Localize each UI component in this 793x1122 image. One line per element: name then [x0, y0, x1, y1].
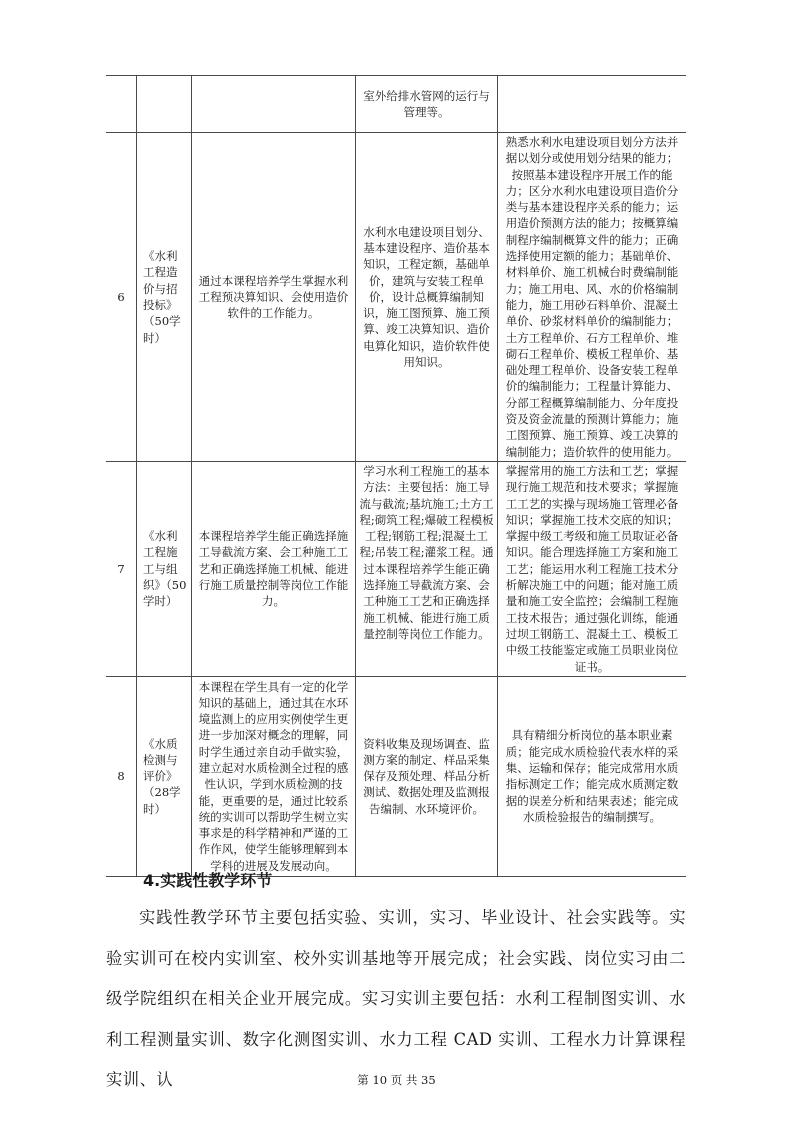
- page-footer: 第 10 页 共 35: [357, 1073, 436, 1087]
- table-row: [106, 133, 686, 462]
- cell-course-name: [137, 76, 192, 133]
- cell-content: 水利水电建设项目划分、基本建设程序、造价基本知识，工程定额，基础单价，建筑与安装工程单价，设计总概算编制知识，施工图预算、施工预算、竣工决算知识、造价电算化知识，造价软件使用知识。: [356, 133, 498, 462]
- cell-no: [106, 76, 137, 133]
- table-row: [106, 461, 686, 676]
- cell-no: 6: [106, 133, 137, 462]
- cell-course-name: 《水利工程造价与招投标》（50学时）: [137, 133, 192, 462]
- cell-ability: 掌握常用的施工方法和工艺；掌握现行施工规范和技术要求；掌握施工工艺的实操与现场施工管理必备知识；掌握施工技术交底的知识；掌握中级工考级和施工员取证必备知识。能合理选择施工方案和施工工艺；能运用水利工程施工技术分析解决施工中的问题；能对施工质量和施工安全监控；会编制工程施工技术报告；通过强化训练，能通过坝工钢筋工、混凝土工、模板工中级工技能鉴定或施工员职业岗位证书。: [498, 461, 687, 676]
- cell-goal: 本课程培养学生能正确选择施工导截流方案、会工种施工工艺和正确选择施工机械、能进行施工质量控制等岗位工作能力。: [192, 461, 356, 676]
- table-row-continuation: [106, 76, 686, 133]
- cell-content: 学习水利工程施工的基本方法：主要包括：施工导流与截流;基坑施工;土方工程;砌筑工程;爆破工程模板工程;钢筋工程;混凝土工程;吊装工程;灌浆工程。通过本课程培养学生能正确选择施工导截流方案、会工种施工工艺和正确选择施工机械、能进行施工质量控制等岗位工作能力。: [356, 461, 498, 676]
- cell-goal: 本课程在学生具有一定的化学知识的基础上，通过其在水环境监测上的应用实例使学生更进一步加深对概念的理解，同时学生通过亲自动手做实验，建立起对水质检测全过程的感性认识，学到水质检测的技能，更重要的是，通过比较系统的实训可以帮助学生树立实事求是的科学精神和严谨的工作作风，使学生能够理解到本学科的进展及发展动向。: [192, 676, 356, 876]
- cell-course-name: 《水质检测与评价》（28学时）: [137, 676, 192, 876]
- table-row: [106, 676, 686, 876]
- cell-course-name: 《水利工程施工与组织》（50学时）: [137, 461, 192, 676]
- cell-no: 7: [106, 461, 137, 676]
- section-heading: 4.实践性教学环节: [143, 871, 273, 890]
- cell-ability: [498, 76, 687, 133]
- cell-goal: 通过本课程培养学生掌握水利工程预决算知识、会使用造价软件的工作能力。: [192, 133, 356, 462]
- cell-ability: 具有精细分析岗位的基本职业素质；能完成水质检验代表水样的采集、运输和保存；能完成常用水质指标测定工作；能完成水质测定数据的误差分析和结果表述；能完成水质检验报告的编制撰写。: [498, 676, 687, 876]
- cell-no: 8: [106, 676, 137, 876]
- cell-content: 资料收集及现场调查、监测方案的制定、样品采集保存及预处理、样品分析测试、数据处理及监测报告编制、水环境评价。: [356, 676, 498, 876]
- cell-goal: [192, 76, 356, 133]
- cell-ability: 熟悉水利水电建设项目划分方法并据以划分或使用划分结果的能力；按照基本建设程序开展工作的能力；区分水利水电建设项目造价分类与基本建设程序关系的能力；运用造价预测方法的能力；按概算编制程序编制概算文件的能力；正确选择使用定额的能力；基础单价、材料单价、施工机械台时费编制能力；施工用电、风、水的价格编制能力，施工用砂石料单价、混凝土单价、砂浆材料单价的编制能力；土方工程单价、石方工程单价、堆砌石工程单价、模板工程单价、基础处理工程单价、设备安装工程单价的编制能力；工程量计算能力、分部工程概算编制能力、分年度投资及资金流量的预测计算能力；施工图预算、施工预算、竣工决算的编制能力；造价软件的使用能力。: [498, 133, 687, 462]
- body-paragraph: 实践性教学环节主要包括实验、实训，实习、毕业设计、社会实践等。实验实训可在校内实训室、校外实训基地等开展完成；社会实践、岗位实习由二级学院组织在相关企业开展完成。实习实训主要包括：水利工程制图实训、水利工程测量实训、数字化测图实训、水力工程 CAD 实训、工程水力计算课程实训、认: [106, 908, 686, 1089]
- course-table: [106, 75, 686, 877]
- cell-content: 室外给排水管网的运行与管理等。: [356, 76, 498, 133]
